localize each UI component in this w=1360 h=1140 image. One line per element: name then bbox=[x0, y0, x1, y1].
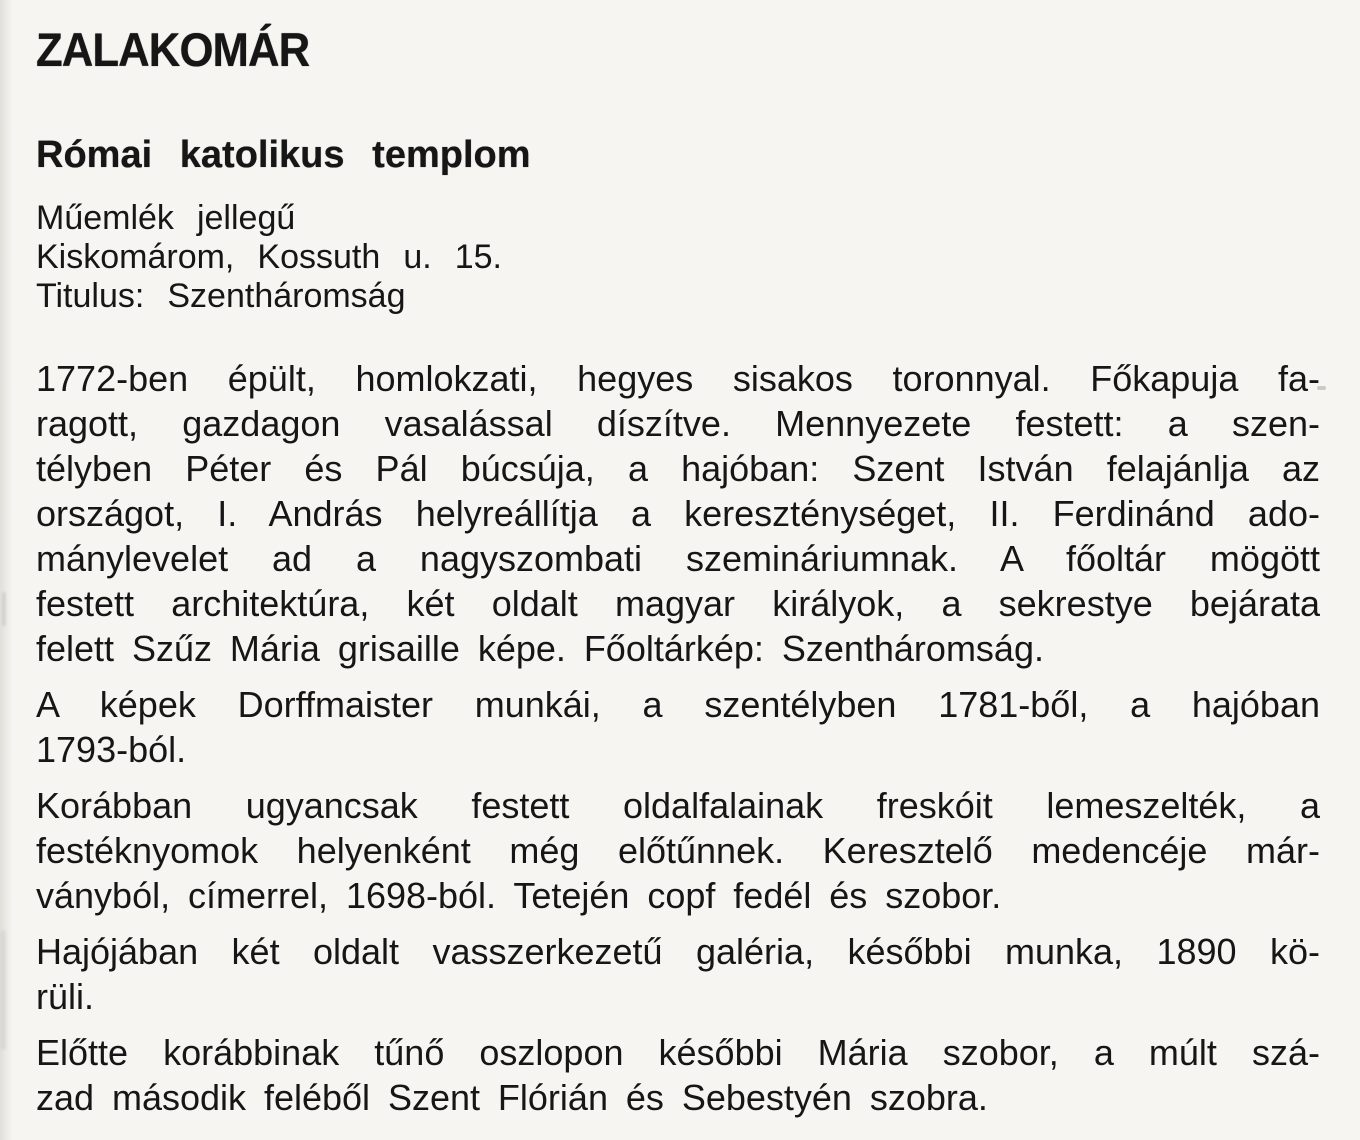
page-title: ZALAKOMÁR bbox=[36, 23, 310, 76]
monument-titulus-line: Titulus: Szentháromság bbox=[36, 277, 406, 315]
paragraph bbox=[36, 356, 1320, 671]
text-line: felett Szűz Mária grisaille képe. Főoltárkép: Szentháromság. bbox=[36, 628, 1044, 669]
section-title: Római katolikus templom bbox=[36, 134, 531, 176]
text-line: rüli. bbox=[36, 976, 95, 1017]
paragraph bbox=[36, 1030, 1320, 1120]
monument-address-line: Kiskomárom, Kossuth u. 15. bbox=[36, 238, 502, 276]
text-line: A képek Dorffmaister munkái, a szentélyben 1781-ből, a hajóban bbox=[36, 684, 1320, 725]
text-line: mánylevelet ad a nagyszombati szemináriumnak. A főoltár mögött bbox=[36, 538, 1320, 579]
text-line: Hajójában két oldalt vasszerkezetű galéria, későbbi munka, 1890 kö- bbox=[36, 931, 1320, 972]
text-line: ványból, címerrel, 1698-ból. Tetején copf fedél és szobor. bbox=[36, 875, 1002, 916]
text-line: 1793-ból. bbox=[36, 729, 187, 770]
text-line: Korábban ugyancsak festett oldalfalainak freskóit lemeszelték, a bbox=[36, 785, 1320, 826]
monument-status-line: Műemlék jellegű bbox=[36, 199, 296, 237]
paragraph bbox=[36, 682, 1320, 772]
body-paragraphs bbox=[36, 356, 1320, 1120]
text-line: Előtte korábbinak tűnő oszlopon későbbi Mária szobor, a múlt szá- bbox=[36, 1032, 1320, 1073]
scan-artifact bbox=[1, 930, 6, 1050]
text-line: festéknyomok helyenként még előtűnnek. Keresztelő medencéje már- bbox=[36, 830, 1320, 871]
text-line: festett architektúra, két oldalt magyar királyok, a sekrestye bejárata bbox=[36, 583, 1320, 624]
text-line: 1772-ben épült, homlokzati, hegyes sisakos toronnyal. Főkapuja fa- bbox=[36, 358, 1320, 399]
paragraph bbox=[36, 783, 1320, 918]
scan-artifact bbox=[2, 592, 6, 626]
text-line: országot, I. András helyreállítja a kereszténységet, II. Ferdinánd ado- bbox=[36, 493, 1320, 534]
monument-info bbox=[36, 199, 1320, 316]
text-line: ragott, gazdagon vasalással díszítve. Mennyezete festett: a szen- bbox=[36, 403, 1320, 444]
text-line: télyben Péter és Pál búcsúja, a hajóban: Szent István felajánlja az bbox=[36, 448, 1320, 489]
paragraph bbox=[36, 929, 1320, 1019]
scan-edge-shadow bbox=[0, 0, 12, 1140]
text-line: zad második feléből Szent Flórián és Sebestyén szobra. bbox=[36, 1077, 988, 1118]
